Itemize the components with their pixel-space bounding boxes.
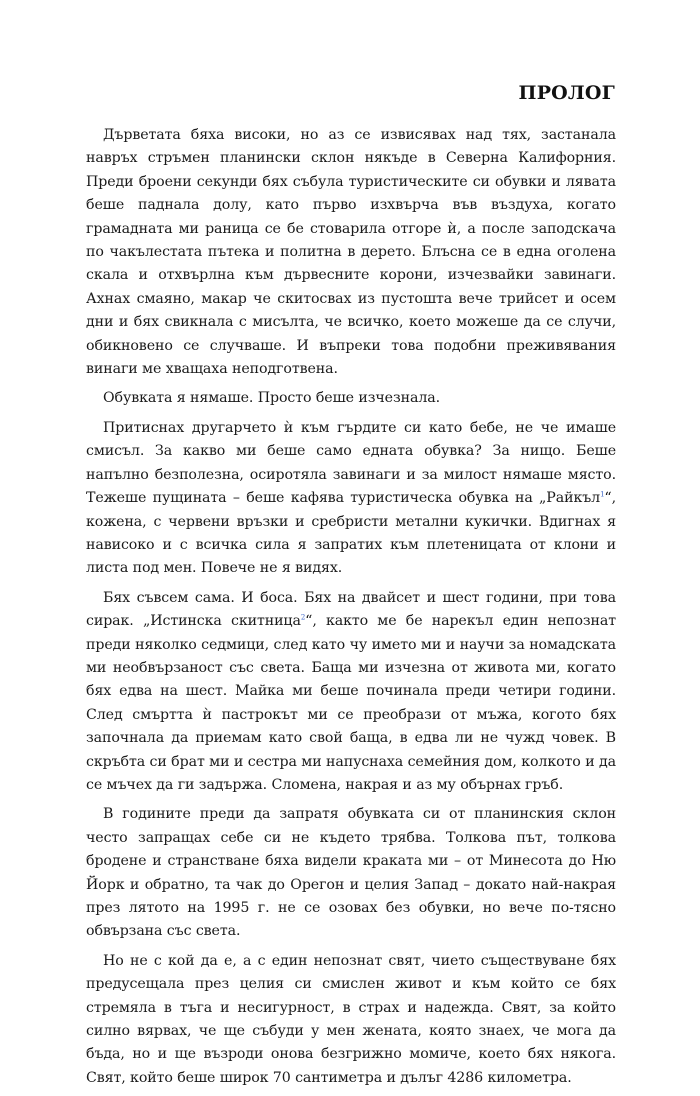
- paragraph-6: Но не с кой да е, а с един непознат свят, чието съществуване бях предусещала през целия си смислен живот и към който се бях стремяла в тъга и несигурност, в страх и надежда. Свят, за който силно вярвах, че ще събуди у мен жената, която знаех, че мога да бъда, но и ще възроди онова безгрижно момиче, което бях някога. Свят, който беше широк 70 сантиметра и дълъг 4286 километра.: [86, 952, 616, 1086]
- paragraph-3-text-after-footnote: “, кожена, с червени връзки и сребристи метални кукички. Вдигнах я нависоко и с всичка сила я запратих към плетеницата от клони и листа под мен. Повече не я видях.: [86, 490, 616, 577]
- footnote-reference-2[interactable]: 2: [300, 613, 306, 622]
- paragraph-4-text-before-footnote: Бях съвсем сама. И боса. Бях на двайсет и шест години, при това сирак. „Истинска скитница: [86, 589, 616, 630]
- footnote-reference-1[interactable]: 1: [600, 490, 605, 499]
- paragraph-2: Обувката я нямаше. Просто беше изчезнала.: [103, 390, 440, 407]
- paragraph-1: Дърветата бяха високи, но аз се извисявах над тях, застанала навръх стръмен планински склон някъде в Северна Калифорния. Преди броени секунди бях събула туристическите си обувки и лявата беше паднала долу, като първо изхвърча във въздуха, когато грамадната ми раница се бе стоварила отгоре ѝ, а после заподскача по чакълестата пътека и политна в дерето. Блъсна се в една оголена скала и отхвърлна към дървесните корони, изчезвайки завинаги. Ахнах смаяно, макар че скитосвах из пустошта вече трийсет и осем дни и бях свикнала с мисълта, че всичко, което можеше да се случи, обикновено се случваше. И въпреки това подобни преживявания винаги ме хващаха неподготвена.: [86, 127, 616, 378]
- paragraph-3: [86, 417, 616, 581]
- chapter-title: ПРОЛОГ: [518, 82, 615, 104]
- paragraph-4-text-after-footnote: “, както ме бе нарекъл един непознат преди няколко седмици, след като чу името ми и научи за номадската ми необвързаност със света. Баща ми изчезна от живота ми, когато бях едва на шест. Майка ми беше починала преди четири години. След смъртта ѝ пастрокът ми се преобрази от мъжа, когото бях започнала да приемам като свой баща, в едва ли не чужд човек. В скръбта си брат ми и сестра ми напуснаха семейния дом, колкото и да се мъчех да ги задържа. Сломена, накрая и аз му обърнах гръб.: [86, 613, 616, 793]
- paragraph-4: [86, 587, 616, 798]
- paragraph-5: В годините преди да запратя обувката си от планинския склон често запращах себе си не където трябва. Толкова път, толкова бродене и странстване бяха видели краката ми – от Минесота до Ню Йорк и обратно, та чак до Орегон и целия Запад – докато най-накрая през лятото на 1995 г. не се озовах без обувки, но вече по-тясно обвързана със света.: [86, 806, 616, 940]
- chapter-body: [86, 124, 616, 1096]
- paragraph-3-text-before-footnote: Притиснах другарчето ѝ към гърдите си като бебе, не че имаше смисъл. За какво ми беше само едната обувка? За нищо. Беше напълно безполезна, осиротяла завинаги и за милост нямаше място. Тежеше пущината – беше кафява туристическа обувка на „Райкъл: [86, 419, 616, 507]
